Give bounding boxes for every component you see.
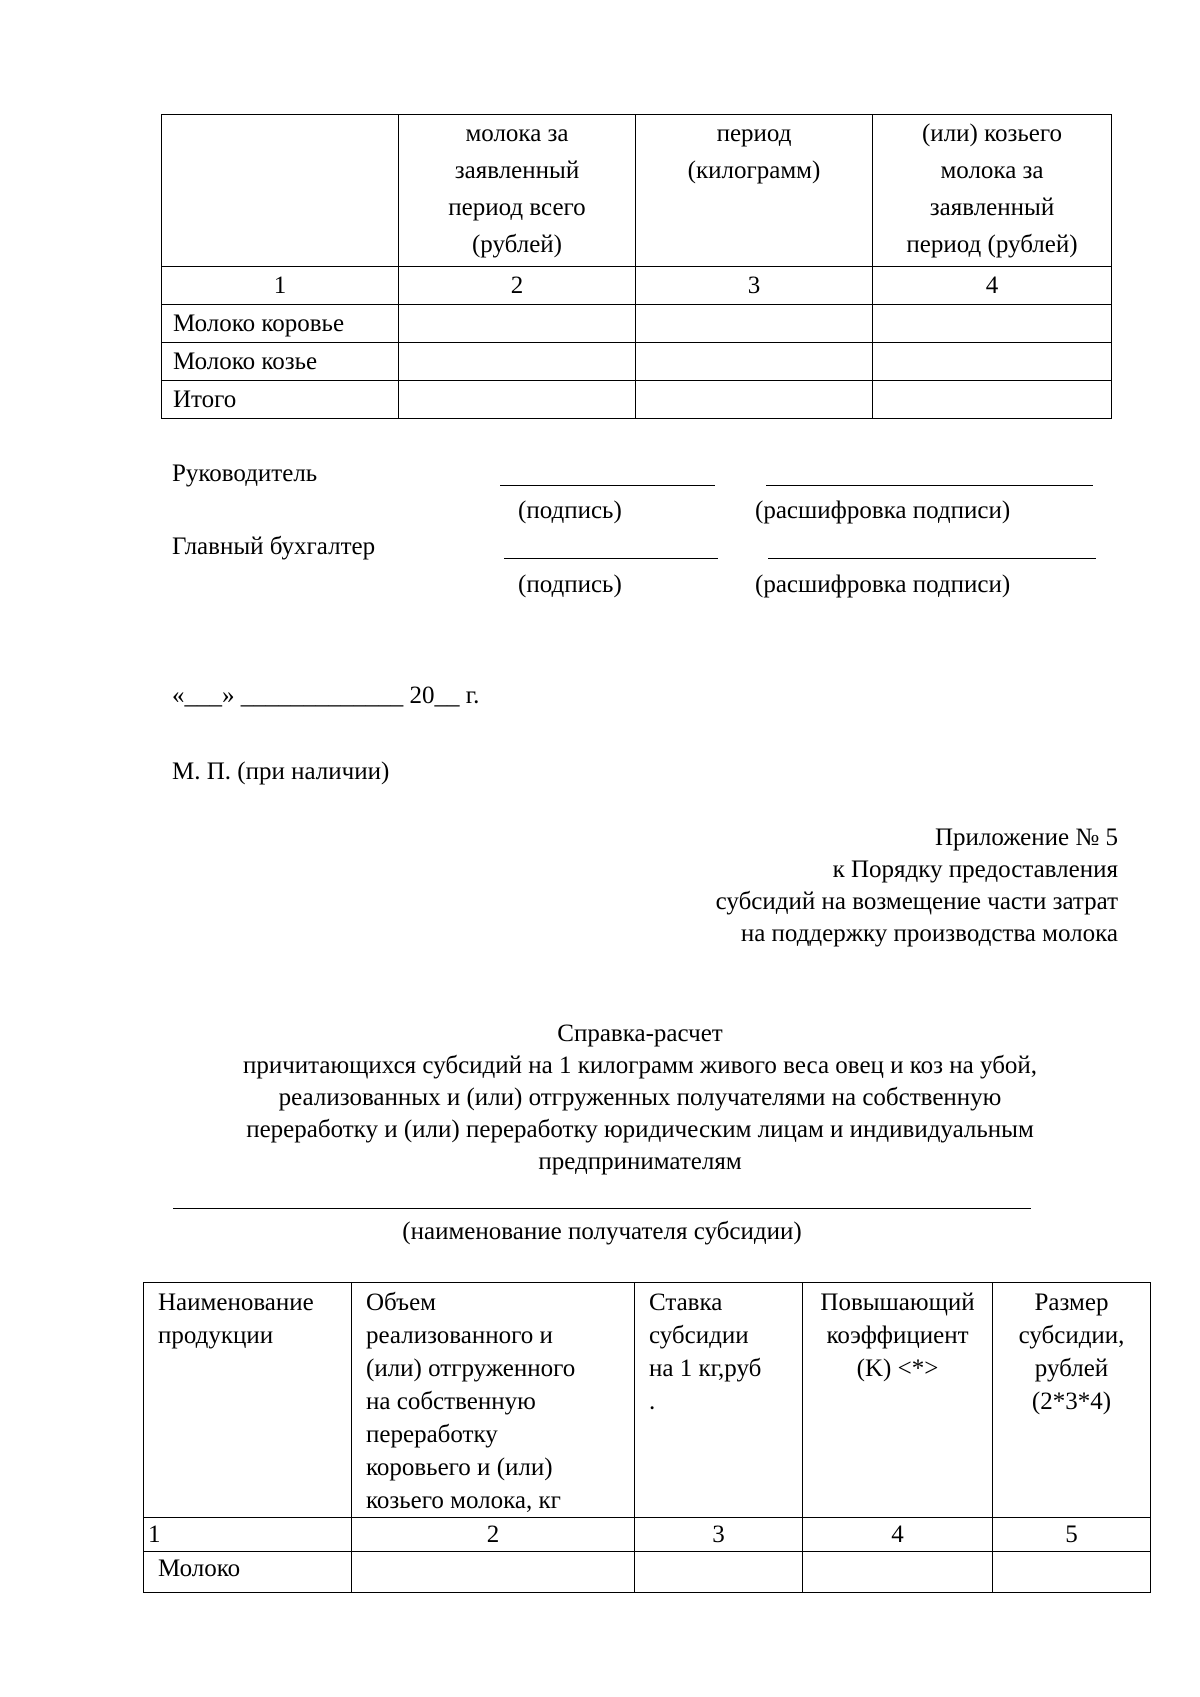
column-number: 2 [352,1518,635,1552]
column-number: 2 [399,267,636,305]
date-line: «___» _____________ 20__ г. [172,682,480,709]
recipient-caption: (наименование получателя субсидии) [402,1218,802,1245]
table-header-row [144,1283,1151,1518]
title-line: переработку и (или) переработку юридическим лицам и индивидуальным [246,1116,1034,1143]
document-title [160,1018,1120,1178]
signature-caption: (подпись) [518,497,622,524]
head-decode-line [766,485,1093,486]
header-cell: Размер субсидии, рублей (2*3*4) [993,1283,1151,1518]
product-table [161,114,1112,419]
row-label: Молоко козье [162,343,399,381]
column-number-row [162,267,1112,305]
header-cell: Повышающий коэффициент (K) <*> [803,1283,993,1518]
title-line: реализованных и (или) отгруженных получателями на собственную [278,1084,1002,1111]
table-cell [803,1552,993,1593]
header-cell: Объем реализованного и (или) отгруженного на собственную переработку коровьего и (или) козьего молока, кг [352,1283,635,1518]
table-cell [635,1552,803,1593]
recipient-name-line [173,1208,1031,1209]
table-cell [993,1552,1151,1593]
table-cell [352,1552,635,1593]
row-label: Молоко коровье [162,305,399,343]
table-row [162,381,1112,419]
column-number: 3 [636,267,873,305]
decode-caption: (расшифровка подписи) [755,571,1011,598]
table-header-row [162,115,1112,267]
column-number: 1 [144,1518,352,1552]
head-signature-line [500,485,715,486]
title-line: предпринимателям [538,1148,742,1175]
column-number: 5 [993,1518,1151,1552]
appendix-line: на поддержку производства молока [740,920,1118,947]
accountant-decode-line [768,558,1096,559]
table-row [162,343,1112,381]
table-cell [873,305,1112,343]
column-number: 1 [162,267,399,305]
appendix-line: субсидий на возмещение части затрат [715,888,1118,915]
title-line: причитающихся субсидий на 1 килограмм живого веса овец и коз на убой, [242,1052,1038,1079]
head-label: Руководитель [172,460,318,487]
table-row [144,1552,1151,1593]
header-cell [162,115,399,267]
column-number: 4 [873,267,1112,305]
header-cell: молока за заявленный период всего (рублей) [399,115,636,267]
table-cell [399,343,636,381]
column-number: 3 [635,1518,803,1552]
appendix-line: Приложение № 5 [934,824,1118,851]
header-cell: Ставка субсидии на 1 кг,руб . [635,1283,803,1518]
table-cell [636,305,873,343]
column-number-row [144,1518,1151,1552]
column-number: 4 [803,1518,993,1552]
accountant-label: Главный бухгалтер [172,533,376,560]
stamp-note: М. П. (при наличии) [172,758,390,785]
table-cell [636,343,873,381]
table-row [162,305,1112,343]
header-cell: (или) козьего молока за заявленный период (рублей) [873,115,1112,267]
table-cell [873,343,1112,381]
signature-caption: (подпись) [518,571,622,598]
header-cell: Наименование продукции [144,1283,352,1518]
subsidy-table [143,1282,1151,1593]
row-label: Молоко [144,1552,352,1593]
appendix-line: к Порядку предоставления [832,856,1118,883]
table-cell [873,381,1112,419]
table-cell [399,381,636,419]
table-cell [636,381,873,419]
decode-caption: (расшифровка подписи) [755,497,1011,524]
table-cell [399,305,636,343]
header-cell: период (килограмм) [636,115,873,267]
title-heading: Справка-расчет [557,1020,723,1047]
appendix-block [716,822,1118,950]
accountant-signature-line [504,558,718,559]
row-label: Итого [162,381,399,419]
